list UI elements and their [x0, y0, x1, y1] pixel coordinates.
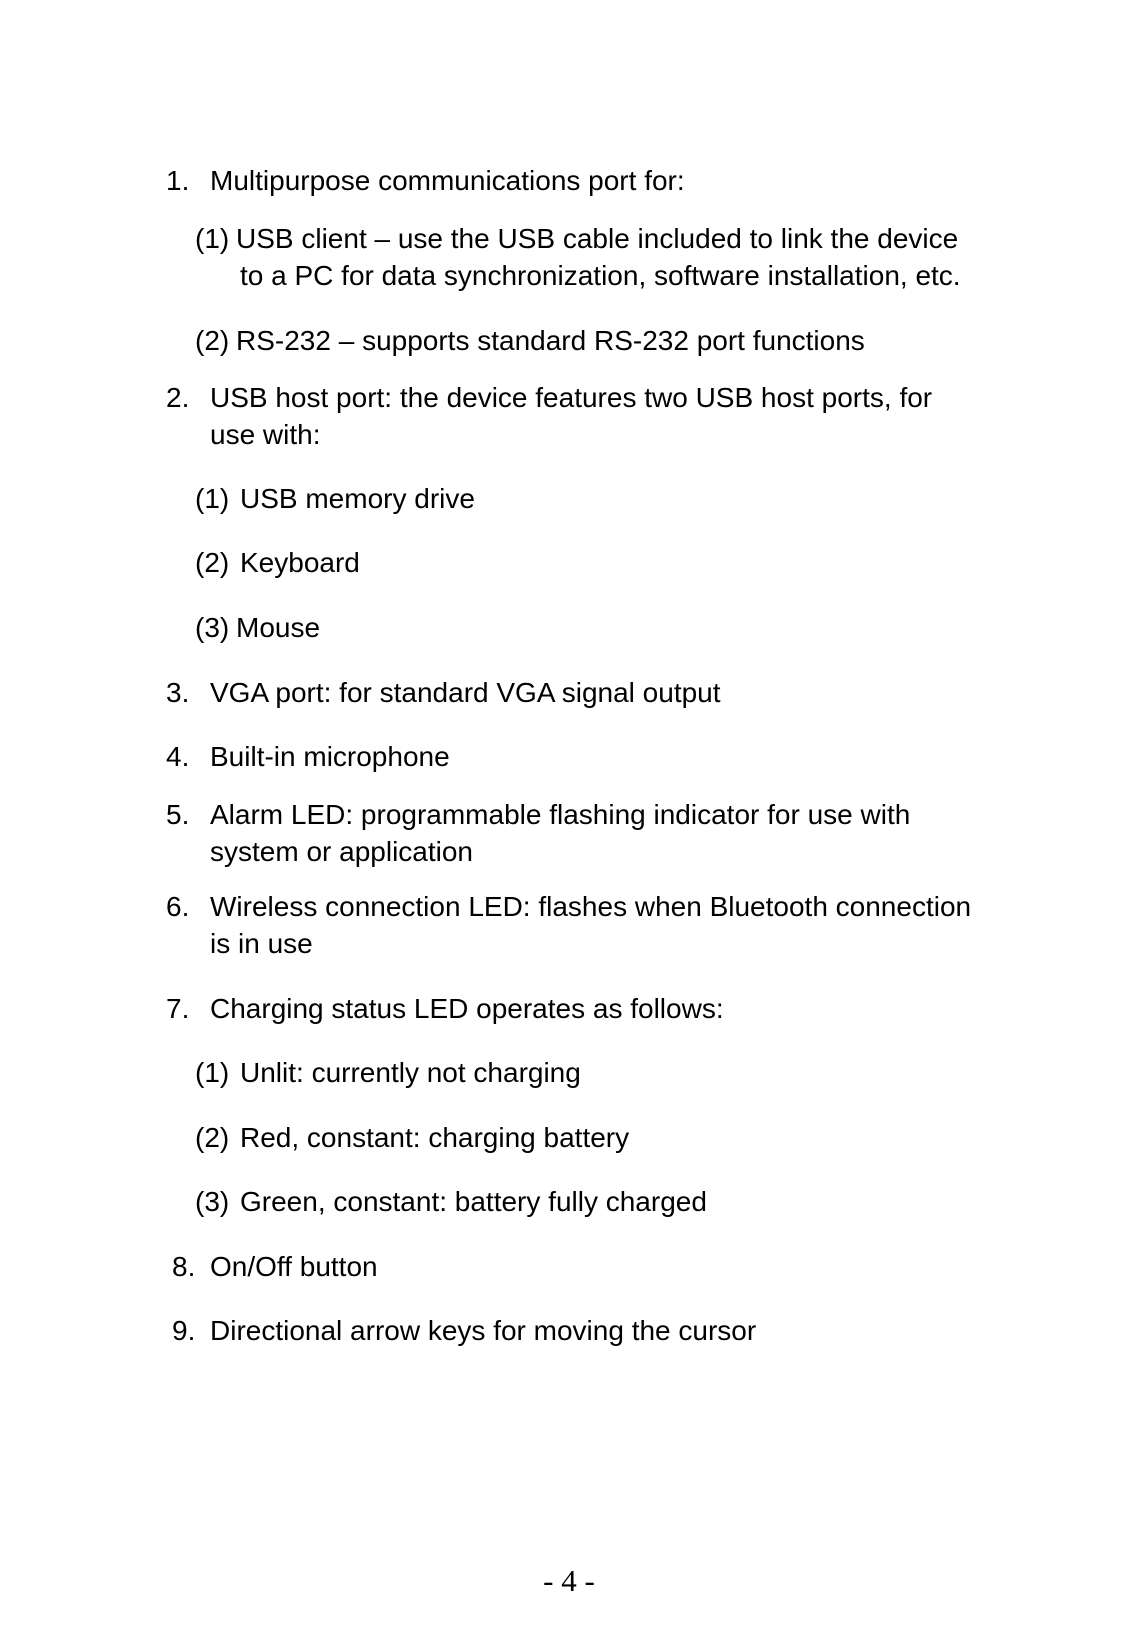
sub-list-number: (2)	[195, 547, 230, 578]
list-number: 6.	[166, 891, 190, 922]
list-item-text: is in use	[210, 928, 313, 959]
list-number: 4.	[166, 741, 190, 772]
sub-list-number: (1)	[195, 223, 230, 254]
sub-list-number: (1)	[195, 483, 230, 514]
list-item-text: system or application	[210, 836, 474, 867]
list-number: 9.	[172, 1315, 196, 1346]
list-item-text: Wireless connection LED: flashes when Bluetooth connection	[210, 891, 972, 922]
list-item-text: USB host port: the device features two USB host ports, for	[210, 382, 933, 413]
list-number: 8.	[172, 1251, 196, 1282]
list-number: 7.	[166, 993, 190, 1024]
list-item-text: Built-in microphone	[210, 741, 450, 772]
list-number: 3.	[166, 677, 190, 708]
list-item-text: Directional arrow keys for moving the cursor	[210, 1315, 757, 1346]
list-item-text: Multipurpose communications port for:	[210, 165, 685, 196]
list-item-text: Alarm LED: programmable flashing indicator for use with	[210, 799, 911, 830]
sub-list-number: (2)	[195, 325, 230, 356]
sub-list-number: (3)	[195, 1186, 230, 1217]
sub-list-item-text: to a PC for data synchronization, software installation, etc.	[240, 260, 961, 291]
page-number: - 4 -	[543, 1563, 595, 1598]
list-item-text: use with:	[210, 419, 321, 450]
list-item-text: VGA port: for standard VGA signal output	[210, 677, 721, 708]
sub-list-item-text: Mouse	[236, 612, 321, 643]
sub-list-item-text: Red, constant: charging battery	[240, 1122, 630, 1153]
sub-list-item-text: Green, constant: battery fully charged	[240, 1186, 707, 1217]
sub-list-item-text: RS-232 – supports standard RS-232 port functions	[236, 325, 865, 356]
sub-list-number: (3)	[195, 612, 230, 643]
list-number: 2.	[166, 382, 190, 413]
list-number: 1.	[166, 165, 190, 196]
list-item-text: On/Off button	[210, 1251, 378, 1282]
sub-list-item-text: USB client – use the USB cable included to link the device	[236, 223, 959, 254]
sub-list-number: (1)	[195, 1057, 230, 1088]
sub-list-item-text: USB memory drive	[240, 483, 475, 514]
list-item-text: Charging status LED operates as follows:	[210, 993, 724, 1024]
list-number: 5.	[166, 799, 190, 830]
sub-list-item-text: Keyboard	[240, 547, 360, 578]
sub-list-number: (2)	[195, 1122, 230, 1153]
sub-list-item-text: Unlit: currently not charging	[240, 1057, 581, 1088]
